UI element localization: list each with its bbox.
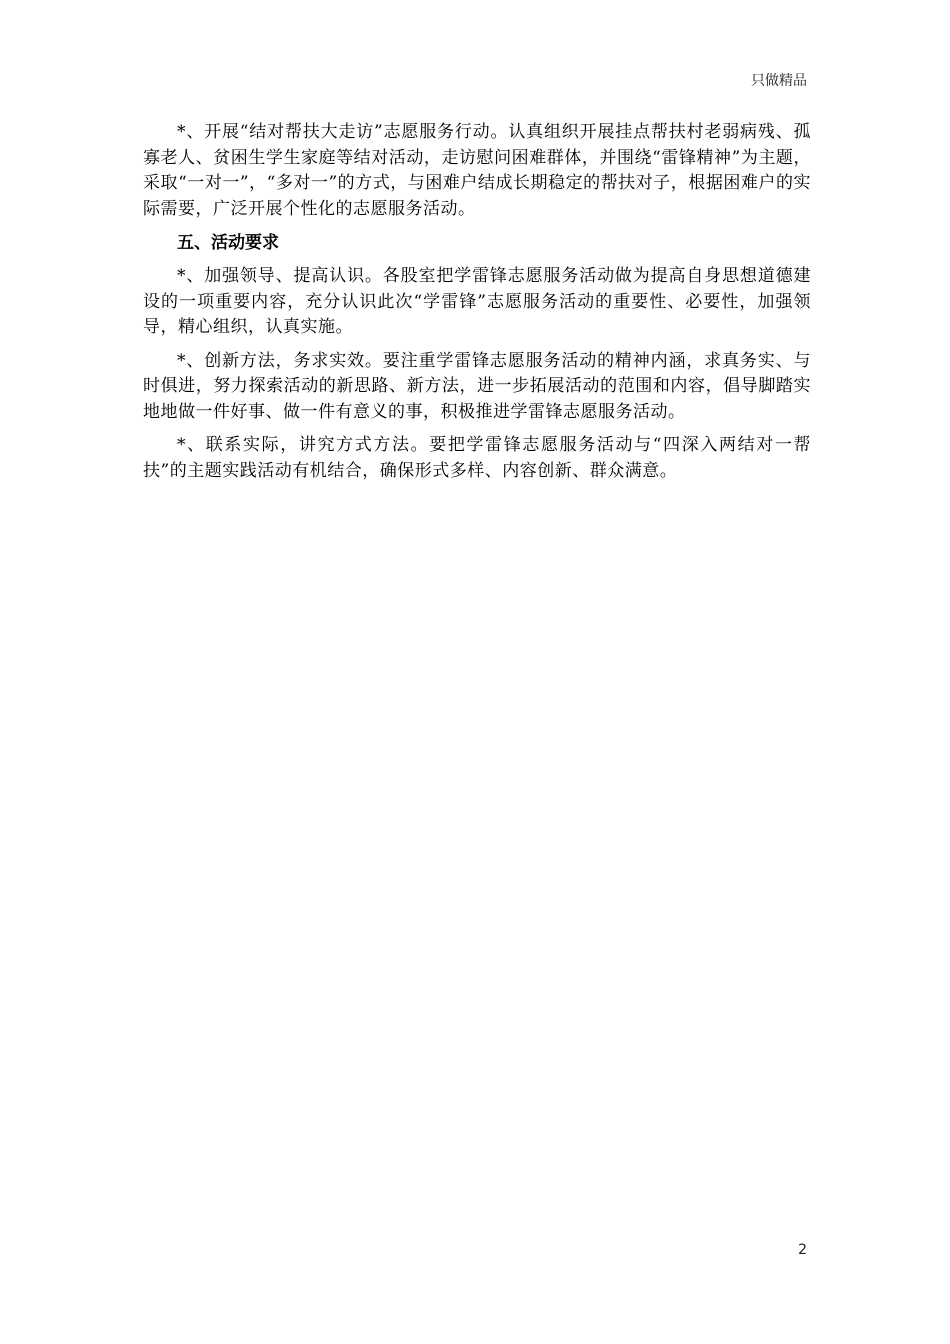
section-heading-requirements: 五、活动要求 xyxy=(177,233,279,253)
document-body xyxy=(143,120,811,492)
paragraph-requirement-innovation: *、创新方法，务求实效。要注重学雷锋志愿服务活动的精神内涵，求真务实、与时俱进，努力探索活动的新思路、新方法，进一步拓展活动的范围和内容，倡导脚踏实地地做一件好事、做一件有意义的事，积极推进学雷锋志愿服务活动。 xyxy=(143,350,811,422)
paragraph-requirement-practice: *、联系实际，讲究方式方法。要把学雷锋志愿服务活动与“四深入两结对一帮扶”的主题实践活动有机结合，确保形式多样、内容创新、群众满意。 xyxy=(143,435,811,481)
header-note: 只做精品 xyxy=(751,73,807,89)
paragraph-visit-action: *、开展“结对帮扶大走访”志愿服务行动。认真组织开展挂点帮扶村老弱病残、孤寡老人、贫困生学生家庭等结对活动，走访慰问困难群体，并围绕“雷锋精神”为主题，采取“一对一”，“多对一”的方式，与困难户结成长期稳定的帮扶对子，根据困难户的实际需要，广泛开展个性化的志愿服务活动。 xyxy=(143,122,811,219)
page-number: 2 xyxy=(798,1242,807,1258)
paragraph-requirement-leadership: *、加强领导、提高认识。各股室把学雷锋志愿服务活动做为提高自身思想道德建设的一项重要内容，充分认识此次“学雷锋”志愿服务活动的重要性、必要性，加强领导，精心组织，认真实施。 xyxy=(143,266,811,337)
